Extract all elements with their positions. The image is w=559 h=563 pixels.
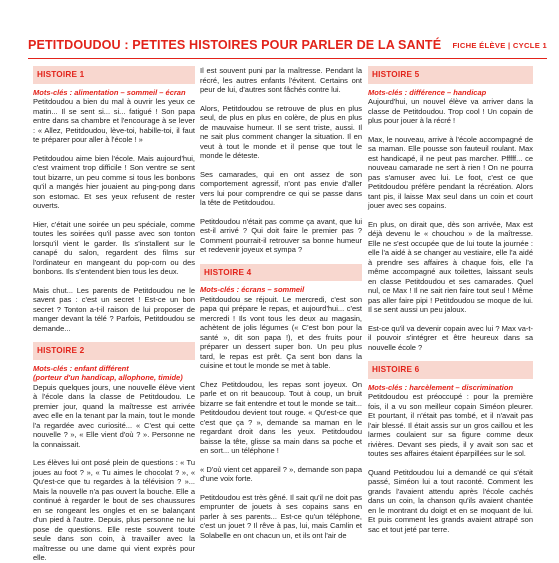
page-title: PETITDOUDOU : PETITES HISTOIRES POUR PARLER DE LA SANTÉ bbox=[28, 38, 442, 52]
sheet-level-label: FICHE ÉLÈVE | CYCLE 1 bbox=[452, 41, 547, 50]
story-3-paragraph-d: Petitdoudou n'était pas comme ça avant, que lui est-il arrivé ? Qui doit faire le premier pas ? Comment pourrait-il retrouver sa bonne humeur et redevenir joyeux et sympa ? bbox=[200, 216, 362, 254]
story-3-paragraph-a: Il est souvent puni par la maîtresse. Pendant la récré, les autres enfants l'évitent. Certains ont peur de lui, d'autres sont fâchés contre lui. bbox=[200, 66, 362, 94]
story-1-keywords: Mots-clés : alimentation – sommeil – écran bbox=[33, 87, 186, 97]
story-5-keywords: Mots-clés : différence – handicap bbox=[368, 87, 487, 97]
story-5-paragraph-4: Est-ce qu'il va devenir copain avec lui ? Max va-t-il pouvoir s'intégrer et être heureux dans sa nouvelle école ? bbox=[368, 323, 533, 352]
story-2-paragraph-2: Les élèves lui ont posé plein de questions : « Tu joues au foot ? », « Tu aimes le chocolat ? », « Qu'est-ce que tu regardes à la télévision ? »... Mais la nouvelle n'a pas ouvert la bouche. Elle a continué à regarder le bout de ses chaussures en se rongeant les ongles et en se balançant d'un pied à l'autre. Depuis, plus personne ne lui pose de questions. Elle reste souvent toute seule dans son coin, à travailler avec la maîtresse ou une dame qui vient exprès pour elle. bbox=[33, 458, 195, 562]
story-1-paragraph-3: Hier, c'était une soirée un peu spéciale, comme toutes les soirées qu'il passe avec son tonton lorsqu'il vient le garder. Ils s'installent sur le canapé du salon, regardent des films sur l'ordinateur en mangeant du pop-corn ou des bonbons. Ils s'entendent bien tous les deux. bbox=[33, 219, 195, 276]
story-4-paragraph-1: Petitdoudou se réjouit. Le mercredi, c'est son papa qui prépare le repas, et aujourd'hui... c'est mercredi ! Ils vont tous les deux au magasin, achètent de jolis légumes (« C'est bon pour la santé », dit son papa !), et des fruits pour préparer un dessert super bon. Un peu plus tard, le repas est prêt. Ça sent bon dans la cuisine et tout le monde se met à table. bbox=[200, 294, 362, 370]
story-2-keywords: Mots-clés : enfant différent bbox=[33, 363, 129, 373]
story-4-heading: HISTOIRE 4 bbox=[200, 264, 362, 282]
story-5-paragraph-2: Max, le nouveau, arrive à l'école accompagné de sa maman. Elle pousse son fauteuil roulant. Max est handicapé, il ne peut pas marcher. Pfffff... ce nouveau camarade ne sert à rien ! On ne pourra pas s'amuser avec lui. Le foot, c'est ce que Petitdoudou préfère pendant la récréation. Alors tant pis, il laisse Max seul dans un coin et court jouer avec ses copains. bbox=[368, 134, 533, 210]
column-2 bbox=[200, 66, 362, 553]
story-2-heading: HISTOIRE 2 bbox=[33, 342, 195, 360]
story-1-paragraph-4: Mais chut... Les parents de Petitdoudou ne le savent pas : c'est un secret ! Est-ce un bon secret ? Tonton a-t-il raison de lui proposer de manger devant la télé ? Parfois, Petitdoudou se demande... bbox=[33, 285, 195, 333]
story-2-keywords-detail: (porteur d'un handicap, allophone, timide) bbox=[33, 373, 183, 382]
story-3-paragraph-c: Ses camarades, qui en ont assez de son comportement agressif, n'ont pas envie d'aller vers lui pour comprendre ce qui se passe dans la tête de Petitdoudou. bbox=[200, 169, 362, 207]
column-1 bbox=[33, 66, 195, 562]
story-1-paragraph-2: Petitdoudou aime bien l'école. Mais aujourd'hui, c'est vraiment trop difficile ! Son ventre se sent tout bizarre, un peu comme si tous les bonbons qu'il a mangés hier jouaient au ping-pong dans son estomac. Et ses yeux refusent de rester ouverts. bbox=[33, 153, 195, 210]
story-5-heading: HISTOIRE 5 bbox=[368, 66, 533, 84]
story-1-paragraph-1: Petitdoudou a bien du mal à ouvrir les yeux ce matin... Il se sent si... si... fatigué ! Son papa entre dans sa chambre et l'encourage à se lever : « Allez, Petitdoudou, lève-toi, habille-toi, il faut te préparer pour aller à l'école ! » bbox=[33, 97, 195, 144]
story-1-heading: HISTOIRE 1 bbox=[33, 66, 195, 84]
story-4-keywords: Mots-clés : écrans – sommeil bbox=[200, 285, 305, 294]
page-header bbox=[28, 38, 547, 59]
story-4-paragraph-4: Petitdoudou est très gêné. Il sait qu'il ne doit pas emprunter de jouets à ses copains sans en parler à ses parents... Est-ce qu'un téléphone, c'est un jouet ? Il rêve à pas, lui, mais Camlin et Solabelle en ont chacun un, et ils ont l'air de bbox=[200, 492, 362, 540]
column-3 bbox=[368, 66, 533, 553]
story-5-paragraph-3: En plus, on dirait que, dès son arrivée, Max est déjà devenu le « chouchou » de la maîtresse. Elle ne s'est occupée que de lui toute la journée : elle l'a aidé à se changer au vestiaire, elle l'a aidé à prendre ses affaires à chaque fois, elle l'a même accompagné aux toilettes, laissant seuls en classe Petitdoudou et ses camarades. Quel nul, ce Max ! Il ne sait rien faire tout seul ! Même pas aller faire pipi ! Petitdoudou se moque de lui. Il se sent aussi un peu jaloux. bbox=[368, 219, 533, 314]
story-2-paragraph-1: Depuis quelques jours, une nouvelle élève vient à l'école dans la classe de Petitdoudou. Le premier jour, quand la maîtresse est arrivée avec elle en la tenant par la main, tout le monde l'a regardée avec curiosité... « C'est qui cette nouvelle ? », « Elle vient d'où ? ». Personne ne la connaissait. bbox=[33, 382, 195, 449]
story-4-paragraph-3: « D'où vient cet appareil ? », demande son papa d'une voix forte. bbox=[200, 464, 362, 483]
story-5-paragraph-1: Aujourd'hui, un nouvel élève va arriver dans la classe de Petitdoudou. Trop cool ! Un copain de plus pour jouer à la récré ! bbox=[368, 97, 533, 125]
story-3-paragraph-b: Alors, Petitdoudou se retrouve de plus en plus seul, de plus en plus en colère, de plus en plus de mauvaise humeur. Il se sent triste, aussi. Il ne sait plus comment changer la situation. Il en veut à tout le monde et il pense que tout le monde le déteste. bbox=[200, 103, 362, 160]
story-6-keywords: Mots-clés : harcèlement – discrimination bbox=[368, 382, 514, 392]
story-4-paragraph-2: Chez Petitdoudou, les repas sont joyeux. On parle et on rit beaucoup. Tout à coup, un bruit bizarre se fait entendre et tout le monde se tait... Petitdoudou devient tout rouge. « Qu'est-ce que c'est que ça ? », demande sa maman en le regardant droit dans les yeux. Petitdoudou baisse la tête, glisse sa main dans sa poche et en sort... un téléphone ! bbox=[200, 379, 362, 455]
story-6-heading: HISTOIRE 6 bbox=[368, 361, 533, 379]
story-6-paragraph-1: Petitdoudou est préoccupé : pour la première fois, il a vu son meilleur copain Siméon pleurer. Et pourtant, il n'était pas tombé, et il n'avait pas l'air blessé. Il était assis sur un gros caillou et les larmes coulaient sur sa figure comme deux rivières. Devant ses pieds, il y avait son sac et toutes ses affaires étaient éparpillées sur le sol. bbox=[368, 392, 533, 458]
story-6-paragraph-2: Quand Petitdoudou lui a demandé ce qui s'était passé, Siméon lui a tout raconté. Comment les grands l'avaient attendu après l'école cachés dans un coin, la chanson qu'ils avaient chantée en le montrant du doigt et en se moquant de lui. Et puis comment les grands avaient attrapé son sac et tout jeté par terre. bbox=[368, 467, 533, 534]
